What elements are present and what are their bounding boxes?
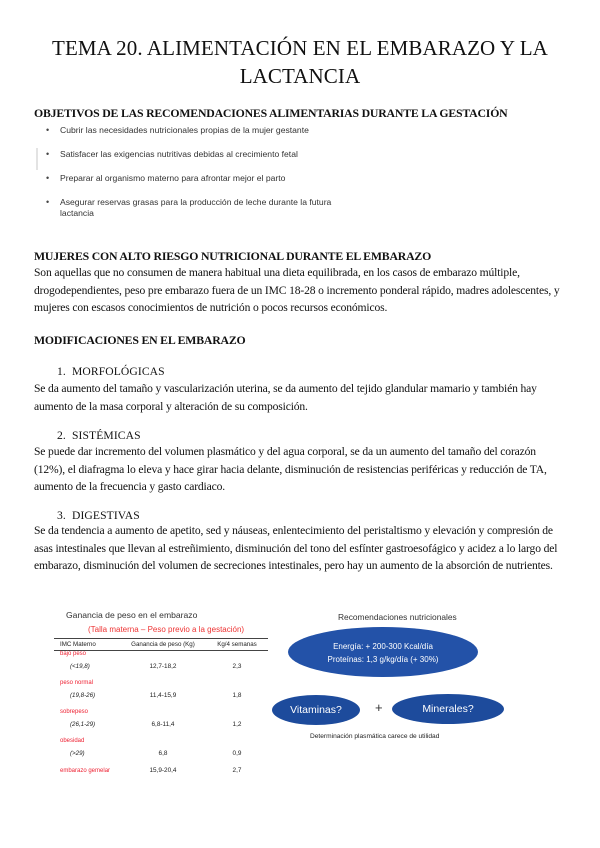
energy-protein-ellipse <box>288 627 478 677</box>
table-row <box>54 709 268 738</box>
gain-value: 6,8 <box>158 750 168 757</box>
table-row <box>54 651 268 680</box>
rate-value: 2,3 <box>232 663 242 670</box>
section-title-sistemicas: 2. SISTÉMICAS <box>57 429 141 442</box>
protein-text: Proteínas: 1,3 g/kg/día (+ 30%) <box>327 655 439 664</box>
vitaminas-ellipse: Vitaminas? <box>272 695 360 725</box>
table-row <box>54 767 268 781</box>
imc-range: (>29) <box>70 750 85 757</box>
weight-gain-table <box>54 638 268 781</box>
list-item: • Satisfacer las exigencias nutritivas debidas al crecimiento fetal <box>46 149 346 160</box>
gain-value: 15,9-20,4 <box>149 767 177 774</box>
table-row <box>54 680 268 709</box>
rate-value: 2,7 <box>232 767 242 774</box>
weight-gain-table-figure <box>54 610 268 781</box>
riesgo-heading: MUJERES CON ALTO RIESGO NUTRICIONAL DURANTE EL EMBARAZO <box>34 249 432 263</box>
plus-sign: + <box>375 700 383 715</box>
category-label: sobrepeso <box>60 709 89 715</box>
imc-range: (19,8-26) <box>70 692 96 699</box>
rate-value: 1,8 <box>232 692 242 699</box>
recommendations-title: Recomendaciones nutricionales <box>338 612 457 622</box>
morfologicas-paragraph: Se da aumento del tamaño y vascularización uterina, se da aumento del tejido glandular mamario y también hay aumento de la masa corporal y alteración de su composición. <box>34 382 537 413</box>
column-header: Kg/4 semanas <box>217 641 257 648</box>
imc-range: (<19,8) <box>70 663 90 670</box>
list-item: • Asegurar reservas grasas para la producción de leche durante la futura lactancia <box>46 197 340 219</box>
gain-value: 6,8-11,4 <box>151 721 175 728</box>
category-label: bajo peso <box>60 651 87 657</box>
table-row <box>54 738 268 767</box>
objetivos-heading: OBJETIVOS DE LAS RECOMENDACIONES ALIMENTARIAS DURANTE LA GESTACIÓN <box>34 106 508 120</box>
recommendations-figure <box>272 610 572 750</box>
list-item: • Cubrir las necesidades nutricionales propias de la mujer gestante <box>46 125 346 136</box>
column-header: IMC Materno <box>60 641 96 648</box>
gain-value: 12,7-18,2 <box>149 663 177 670</box>
table-header <box>54 638 268 651</box>
rate-value: 0,9 <box>232 750 242 757</box>
gain-value: 11,4-15,9 <box>149 692 177 699</box>
table-subtitle: (Talla materna – Peso previo a la gestación) <box>88 625 245 634</box>
plasma-note: Determinación plasmática carece de utilidad <box>310 733 440 740</box>
category-label: peso normal <box>60 680 94 686</box>
page-title: TEMA 20. ALIMENTACIÓN EN EL EMBARAZO Y LA LACTANCIA <box>52 36 548 88</box>
table-title: Ganancia de peso en el embarazo <box>66 610 198 620</box>
objetivos-list <box>46 125 346 232</box>
column-header: Ganancia de peso (Kg) <box>131 641 195 648</box>
list-item: • Preparar al organismo materno para afrontar mejor el parto <box>46 173 346 184</box>
energy-text: Energía: + 200-300 Kcal/día <box>333 642 433 651</box>
riesgo-paragraph: Son aquellas que no consumen de manera habitual una dieta equilibrada, en los casos de embarazo múltiple, drogodependientes, peso pre embarazo fuera de un IMC 18-28 o incremento ponderal rápido, madres adolescentes, y mujeres con escasos conocimientos de nutrición o pocos recursos económicos. <box>34 266 560 314</box>
section-title-digestivas: 3. DIGESTIVAS <box>57 509 140 522</box>
minerales-ellipse: Minerales? <box>392 694 504 724</box>
imc-range: (26,1-29) <box>70 721 96 728</box>
sistemicas-paragraph: Se puede dar incremento del volumen plasmático y del agua corporal, se da un aumento del tamaño del corazón (12%), el diafragma lo eleva y hace girar hacia delante, disminución de resistencias periféricas y reducción de TA, aumento de la frecuencia y gasto cardiaco. <box>34 445 547 493</box>
rate-value: 1,2 <box>232 721 242 728</box>
margin-mark <box>36 148 38 170</box>
category-label: obesidad <box>60 738 85 744</box>
category-label: embarazo gemelar <box>60 768 111 774</box>
section-title-morfologicas: 1. MORFOLÓGICAS <box>57 365 165 378</box>
digestivas-paragraph: Se da tendencia a aumento de apetito, sed y náuseas, enlentecimiento del peristaltismo y elevación y compresión de asas intestinales que llevan al estreñimiento, disminución del tono del esfínter gastroesofágico y acidez a lo largo del embarazo, disminución del volumen de secreciones intestinales, pero hay un aumento de la absorción de nutrientes. <box>34 524 558 572</box>
modificaciones-heading: MODIFICACIONES EN EL EMBARAZO <box>34 333 246 347</box>
